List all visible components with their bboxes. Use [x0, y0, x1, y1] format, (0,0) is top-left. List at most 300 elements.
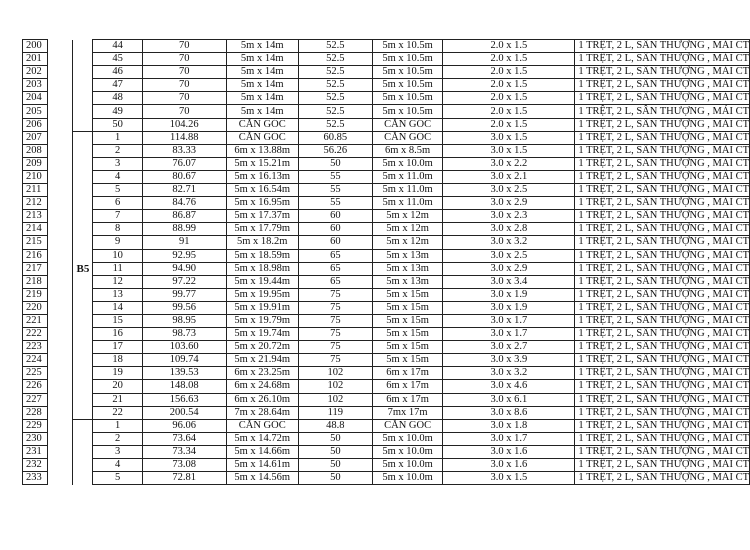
- lot-dimensions: 6m x 13.88m: [226, 144, 298, 157]
- table-row: [23, 314, 750, 327]
- build-dimensions: 5m x 13m: [372, 262, 443, 275]
- build-area: 75: [298, 354, 372, 367]
- block-label-cell: [73, 40, 93, 53]
- build-area: 102: [298, 393, 372, 406]
- build-dimensions: CĂN GÓC: [372, 131, 443, 144]
- table-row: [23, 380, 750, 393]
- build-dimensions: 5m x 15m: [372, 288, 443, 301]
- setback: 3.0 x 1.9: [443, 301, 575, 314]
- table-row: [23, 236, 750, 249]
- lot-dimensions: CĂN GÓC: [226, 419, 298, 432]
- build-area: 65: [298, 249, 372, 262]
- lot-area: 98.73: [142, 328, 226, 341]
- lot-dimensions: 5m x 19.44m: [226, 275, 298, 288]
- build-area: 50: [298, 445, 372, 458]
- build-area: 50: [298, 472, 372, 485]
- setback: 2.0 x 1.5: [443, 92, 575, 105]
- row-number: 202: [23, 66, 48, 79]
- setback: 3.0 x 3.4: [443, 275, 575, 288]
- spacer-cell: [47, 459, 73, 472]
- build-area: 48.8: [298, 419, 372, 432]
- lot-area: 70: [142, 66, 226, 79]
- lot-dimensions: 5m x 19.74m: [226, 328, 298, 341]
- row-number: 213: [23, 210, 48, 223]
- row-number: 212: [23, 197, 48, 210]
- lot-dimensions: CĂN GÓC: [226, 118, 298, 131]
- lot-area: 73.08: [142, 459, 226, 472]
- row-number: 200: [23, 40, 48, 53]
- build-area: 60: [298, 236, 372, 249]
- building-type: 1 TRỆT, 2 L, SÂN THƯỢNG , MÁI CT: [575, 367, 750, 380]
- lot-number: 11: [93, 262, 142, 275]
- lot-area: 76.07: [142, 157, 226, 170]
- lot-area: 80.67: [142, 170, 226, 183]
- lot-number: 6: [93, 197, 142, 210]
- build-dimensions: 5m x 13m: [372, 249, 443, 262]
- building-type: 1 TRỆT, 2 L, SÂN THƯỢNG , MÁI CT: [575, 354, 750, 367]
- lot-dimensions: 5m x 14.72m: [226, 432, 298, 445]
- lot-number: 50: [93, 118, 142, 131]
- build-area: 102: [298, 367, 372, 380]
- block-label-cell: [73, 236, 93, 249]
- block-label-cell: [73, 419, 93, 432]
- table-row: [23, 170, 750, 183]
- lot-number: 16: [93, 328, 142, 341]
- building-type: 1 TRỆT, 2 L, SÂN THƯỢNG , MÁI CT: [575, 66, 750, 79]
- block-label-cell: [73, 393, 93, 406]
- lot-dimensions: 5m x 14.56m: [226, 472, 298, 485]
- setback: 3.0 x 1.5: [443, 472, 575, 485]
- lot-number: 19: [93, 367, 142, 380]
- building-type: 1 TRỆT, 2 L, SÂN THƯỢNG , MÁI CT: [575, 105, 750, 118]
- lot-area: 70: [142, 79, 226, 92]
- build-area: 65: [298, 262, 372, 275]
- building-type: 1 TRỆT, 2 L, SÂN THƯỢNG , MÁI CT: [575, 419, 750, 432]
- lot-area: 200.54: [142, 406, 226, 419]
- build-dimensions: 5m x 10.5m: [372, 40, 443, 53]
- spacer-cell: [47, 197, 73, 210]
- table-row: [23, 40, 750, 53]
- build-area: 52.5: [298, 118, 372, 131]
- lot-dimensions: 6m x 24.68m: [226, 380, 298, 393]
- building-type: 1 TRỆT, 2 L, SÂN THƯỢNG , MÁI CT: [575, 210, 750, 223]
- spacer-cell: [47, 432, 73, 445]
- build-area: 55: [298, 184, 372, 197]
- building-type: 1 TRỆT, 2 L, SÂN THƯỢNG , MÁI CT: [575, 328, 750, 341]
- building-type: 1 TRỆT, 2 L, SÂN THƯỢNG , MÁI CT: [575, 157, 750, 170]
- setback: 3.0 x 2.2: [443, 157, 575, 170]
- build-dimensions: 5m x 10.5m: [372, 92, 443, 105]
- table-row: [23, 53, 750, 66]
- table-row: [23, 223, 750, 236]
- lot-dimensions: 5m x 16.13m: [226, 170, 298, 183]
- spacer-cell: [47, 53, 73, 66]
- build-dimensions: 6m x 8.5m: [372, 144, 443, 157]
- block-label-cell: [73, 223, 93, 236]
- spacer-cell: [47, 131, 73, 144]
- setback: 3.0 x 3.2: [443, 367, 575, 380]
- lot-dimensions: 5m x 14.66m: [226, 445, 298, 458]
- build-dimensions: 5m x 12m: [372, 236, 443, 249]
- lot-area: 96.06: [142, 419, 226, 432]
- setback: 3.0 x 1.6: [443, 459, 575, 472]
- block-label-cell: [73, 341, 93, 354]
- row-number: 219: [23, 288, 48, 301]
- table-row: [23, 472, 750, 485]
- lot-number: 8: [93, 223, 142, 236]
- block-label-cell: [73, 131, 93, 144]
- lot-area: 99.56: [142, 301, 226, 314]
- build-dimensions: 5m x 15m: [372, 341, 443, 354]
- lot-number: 12: [93, 275, 142, 288]
- lot-dimensions: 5m x 19.91m: [226, 301, 298, 314]
- setback: 3.0 x 4.6: [443, 380, 575, 393]
- row-number: 226: [23, 380, 48, 393]
- row-number: 211: [23, 184, 48, 197]
- lot-number: 14: [93, 301, 142, 314]
- build-area: 52.5: [298, 92, 372, 105]
- building-type: 1 TRỆT, 2 L, SÂN THƯỢNG , MÁI CT: [575, 144, 750, 157]
- lot-dimensions: 5m x 19.95m: [226, 288, 298, 301]
- lot-area: 83.33: [142, 144, 226, 157]
- spacer-cell: [47, 419, 73, 432]
- table-row: [23, 432, 750, 445]
- lot-area: 91: [142, 236, 226, 249]
- spacer-cell: [47, 144, 73, 157]
- setback: 3.0 x 1.7: [443, 328, 575, 341]
- building-type: 1 TRỆT, 2 L, SÂN THƯỢNG , MÁI CT: [575, 406, 750, 419]
- lot-number: 45: [93, 53, 142, 66]
- building-type: 1 TRỆT, 2 L, SÂN THƯỢNG , MÁI CT: [575, 380, 750, 393]
- spacer-cell: [47, 66, 73, 79]
- table-row: [23, 459, 750, 472]
- building-type: 1 TRỆT, 2 L, SÂN THƯỢNG , MÁI CT: [575, 92, 750, 105]
- setback: 3.0 x 1.8: [443, 419, 575, 432]
- spacer-cell: [47, 157, 73, 170]
- lot-dimensions: 5m x 14m: [226, 79, 298, 92]
- table-row: [23, 249, 750, 262]
- building-type: 1 TRỆT, 2 L, SÂN THƯỢNG , MÁI CT: [575, 262, 750, 275]
- setback: 3.0 x 1.7: [443, 314, 575, 327]
- lot-area: 88.99: [142, 223, 226, 236]
- lot-dimensions: 5m x 14m: [226, 53, 298, 66]
- lot-dimensions: 5m x 14.61m: [226, 459, 298, 472]
- lot-area: 148.08: [142, 380, 226, 393]
- build-area: 65: [298, 275, 372, 288]
- lot-number: 13: [93, 288, 142, 301]
- row-number: 215: [23, 236, 48, 249]
- row-number: 206: [23, 118, 48, 131]
- build-area: 75: [298, 301, 372, 314]
- setback: 3.0 x 1.5: [443, 131, 575, 144]
- lot-dimensions: 6m x 26.10m: [226, 393, 298, 406]
- lot-dimensions: 5m x 18.2m: [226, 236, 298, 249]
- build-dimensions: 5m x 10.5m: [372, 66, 443, 79]
- setback: 3.0 x 2.1: [443, 170, 575, 183]
- setback: 3.0 x 6.1: [443, 393, 575, 406]
- lot-dimensions: 5m x 20.72m: [226, 341, 298, 354]
- setback: 2.0 x 1.5: [443, 105, 575, 118]
- build-area: 50: [298, 432, 372, 445]
- table-row: [23, 105, 750, 118]
- spacer-cell: [47, 184, 73, 197]
- table-row: [23, 131, 750, 144]
- building-type: 1 TRỆT, 2 L, SÂN THƯỢNG , MÁI CT: [575, 170, 750, 183]
- row-number: 204: [23, 92, 48, 105]
- spacer-cell: [47, 92, 73, 105]
- lot-number: 20: [93, 380, 142, 393]
- building-type: 1 TRỆT, 2 L, SÂN THƯỢNG , MÁI CT: [575, 249, 750, 262]
- lot-area: 98.95: [142, 314, 226, 327]
- build-dimensions: 6m x 17m: [372, 380, 443, 393]
- row-number: 225: [23, 367, 48, 380]
- spacer-cell: [47, 341, 73, 354]
- lot-number: 47: [93, 79, 142, 92]
- build-dimensions: 5m x 15m: [372, 354, 443, 367]
- row-number: 228: [23, 406, 48, 419]
- building-type: 1 TRỆT, 2 L, SÂN THƯỢNG , MÁI CT: [575, 79, 750, 92]
- lot-dimensions: 5m x 19.79m: [226, 314, 298, 327]
- setback: 2.0 x 1.5: [443, 53, 575, 66]
- lot-area: 73.34: [142, 445, 226, 458]
- block-label-cell: [73, 79, 93, 92]
- build-dimensions: 5m x 10.5m: [372, 53, 443, 66]
- spacer-cell: [47, 118, 73, 131]
- row-number: 224: [23, 354, 48, 367]
- table-row: [23, 288, 750, 301]
- lot-table-sheet: [22, 39, 750, 485]
- build-area: 52.5: [298, 105, 372, 118]
- setback: 3.0 x 2.3: [443, 210, 575, 223]
- build-area: 56.26: [298, 144, 372, 157]
- block-label: B5: [73, 262, 93, 275]
- lot-area: 84.76: [142, 197, 226, 210]
- row-number: 216: [23, 249, 48, 262]
- lot-number: 44: [93, 40, 142, 53]
- lot-number: 4: [93, 459, 142, 472]
- spacer-cell: [47, 105, 73, 118]
- table-row: [23, 92, 750, 105]
- row-number: 217: [23, 262, 48, 275]
- building-type: 1 TRỆT, 2 L, SÂN THƯỢNG , MÁI CT: [575, 445, 750, 458]
- lot-area: 70: [142, 40, 226, 53]
- build-area: 52.5: [298, 66, 372, 79]
- lot-number: 3: [93, 445, 142, 458]
- row-number: 218: [23, 275, 48, 288]
- table-row: [23, 445, 750, 458]
- build-area: 52.5: [298, 40, 372, 53]
- lot-number: 9: [93, 236, 142, 249]
- block-label-cell: [73, 249, 93, 262]
- lot-area: 103.60: [142, 341, 226, 354]
- lot-number: 1: [93, 419, 142, 432]
- block-label-cell: [73, 275, 93, 288]
- row-number: 208: [23, 144, 48, 157]
- build-dimensions: 6m x 17m: [372, 393, 443, 406]
- setback: 3.0 x 8.6: [443, 406, 575, 419]
- lot-number: 3: [93, 157, 142, 170]
- lot-dimensions: 5m x 18.59m: [226, 249, 298, 262]
- spacer-cell: [47, 406, 73, 419]
- lot-number: 15: [93, 314, 142, 327]
- build-dimensions: 5m x 10.0m: [372, 459, 443, 472]
- table-row: [23, 262, 750, 275]
- build-dimensions: CĂN GÓC: [372, 419, 443, 432]
- block-label-cell: [73, 328, 93, 341]
- block-label-cell: [73, 354, 93, 367]
- lot-dimensions: 5m x 17.37m: [226, 210, 298, 223]
- build-dimensions: 5m x 15m: [372, 301, 443, 314]
- building-type: 1 TRỆT, 2 L, SÂN THƯỢNG , MÁI CT: [575, 275, 750, 288]
- lot-area: 156.63: [142, 393, 226, 406]
- setback: 3.0 x 2.8: [443, 223, 575, 236]
- build-dimensions: 5m x 10.5m: [372, 79, 443, 92]
- spacer-cell: [47, 249, 73, 262]
- spacer-cell: [47, 328, 73, 341]
- lot-area: 94.90: [142, 262, 226, 275]
- build-area: 52.5: [298, 53, 372, 66]
- lot-number: 7: [93, 210, 142, 223]
- setback: 2.0 x 1.5: [443, 118, 575, 131]
- setback: 3.0 x 1.6: [443, 445, 575, 458]
- table-row: [23, 301, 750, 314]
- table-row: [23, 79, 750, 92]
- lot-number: 48: [93, 92, 142, 105]
- lot-number: 2: [93, 144, 142, 157]
- spacer-cell: [47, 40, 73, 53]
- lot-area: 97.22: [142, 275, 226, 288]
- setback: 2.0 x 1.5: [443, 40, 575, 53]
- building-type: 1 TRỆT, 2 L, SÂN THƯỢNG , MÁI CT: [575, 393, 750, 406]
- block-label-cell: [73, 157, 93, 170]
- lot-dimensions: 5m x 14m: [226, 40, 298, 53]
- lot-area: 139.53: [142, 367, 226, 380]
- row-number: 201: [23, 53, 48, 66]
- build-dimensions: 6m x 17m: [372, 367, 443, 380]
- build-dimensions: 7mx 17m: [372, 406, 443, 419]
- row-number: 232: [23, 459, 48, 472]
- lot-number: 22: [93, 406, 142, 419]
- lot-number: 46: [93, 66, 142, 79]
- row-number: 209: [23, 157, 48, 170]
- build-dimensions: 5m x 12m: [372, 210, 443, 223]
- build-dimensions: 5m x 12m: [372, 223, 443, 236]
- lot-area: 70: [142, 92, 226, 105]
- spacer-cell: [47, 275, 73, 288]
- lot-dimensions: 5m x 21.94m: [226, 354, 298, 367]
- table-row: [23, 328, 750, 341]
- build-dimensions: 5m x 11.0m: [372, 170, 443, 183]
- block-label-cell: [73, 118, 93, 131]
- building-type: 1 TRỆT, 2 L, SÂN THƯỢNG , MÁI CT: [575, 472, 750, 485]
- spacer-cell: [47, 262, 73, 275]
- block-label-cell: [73, 432, 93, 445]
- build-dimensions: 5m x 10.0m: [372, 472, 443, 485]
- build-dimensions: 5m x 15m: [372, 328, 443, 341]
- lot-number: 18: [93, 354, 142, 367]
- lot-dimensions: CĂN GÓC: [226, 131, 298, 144]
- building-type: 1 TRỆT, 2 L, SÂN THƯỢNG , MÁI CT: [575, 301, 750, 314]
- building-type: 1 TRỆT, 2 L, SÂN THƯỢNG , MÁI CT: [575, 40, 750, 53]
- row-number: 214: [23, 223, 48, 236]
- table-row: [23, 275, 750, 288]
- spacer-cell: [47, 367, 73, 380]
- table-row: [23, 118, 750, 131]
- build-dimensions: 5m x 10.0m: [372, 445, 443, 458]
- block-label-cell: [73, 92, 93, 105]
- spacer-cell: [47, 236, 73, 249]
- row-number: 210: [23, 170, 48, 183]
- spacer-cell: [47, 288, 73, 301]
- lot-area: 114.88: [142, 131, 226, 144]
- lot-table-body: [23, 40, 750, 485]
- setback: 3.0 x 1.9: [443, 288, 575, 301]
- row-number: 222: [23, 328, 48, 341]
- build-area: 55: [298, 197, 372, 210]
- build-area: 75: [298, 314, 372, 327]
- spacer-cell: [47, 472, 73, 485]
- lot-dimensions: 6m x 23.25m: [226, 367, 298, 380]
- lot-number: 4: [93, 170, 142, 183]
- row-number: 207: [23, 131, 48, 144]
- block-label-cell: [73, 184, 93, 197]
- block-label-cell: [73, 210, 93, 223]
- row-number: 227: [23, 393, 48, 406]
- table-row: [23, 406, 750, 419]
- lot-number: 21: [93, 393, 142, 406]
- setback: 3.0 x 3.9: [443, 354, 575, 367]
- setback: 3.0 x 2.5: [443, 184, 575, 197]
- row-number: 230: [23, 432, 48, 445]
- setback: 2.0 x 1.5: [443, 79, 575, 92]
- block-label-cell: [73, 53, 93, 66]
- spacer-cell: [47, 354, 73, 367]
- row-number: 221: [23, 314, 48, 327]
- build-dimensions: 5m x 10.5m: [372, 105, 443, 118]
- lot-area: 73.64: [142, 432, 226, 445]
- building-type: 1 TRỆT, 2 L, SÂN THƯỢNG , MÁI CT: [575, 184, 750, 197]
- setback: 3.0 x 2.7: [443, 341, 575, 354]
- block-label-cell: [73, 406, 93, 419]
- lot-area: 104.26: [142, 118, 226, 131]
- block-label-cell: [73, 380, 93, 393]
- spacer-cell: [47, 79, 73, 92]
- lot-area: 92.95: [142, 249, 226, 262]
- lot-area: 72.81: [142, 472, 226, 485]
- building-type: 1 TRỆT, 2 L, SÂN THƯỢNG , MÁI CT: [575, 236, 750, 249]
- building-type: 1 TRỆT, 2 L, SÂN THƯỢNG , MÁI CT: [575, 118, 750, 131]
- lot-number: 10: [93, 249, 142, 262]
- building-type: 1 TRỆT, 2 L, SÂN THƯỢNG , MÁI CT: [575, 288, 750, 301]
- table-row: [23, 197, 750, 210]
- table-row: [23, 144, 750, 157]
- build-area: 75: [298, 341, 372, 354]
- lot-number: 5: [93, 472, 142, 485]
- building-type: 1 TRỆT, 2 L, SÂN THƯỢNG , MÁI CT: [575, 223, 750, 236]
- build-dimensions: 5m x 11.0m: [372, 197, 443, 210]
- lot-number: 1: [93, 131, 142, 144]
- spacer-cell: [47, 301, 73, 314]
- lot-dimensions: 5m x 14m: [226, 92, 298, 105]
- table-row: [23, 210, 750, 223]
- spacer-cell: [47, 380, 73, 393]
- setback: 3.0 x 1.5: [443, 144, 575, 157]
- row-number: 220: [23, 301, 48, 314]
- setback: 3.0 x 2.9: [443, 197, 575, 210]
- table-row: [23, 157, 750, 170]
- build-area: 102: [298, 380, 372, 393]
- build-area: 60: [298, 223, 372, 236]
